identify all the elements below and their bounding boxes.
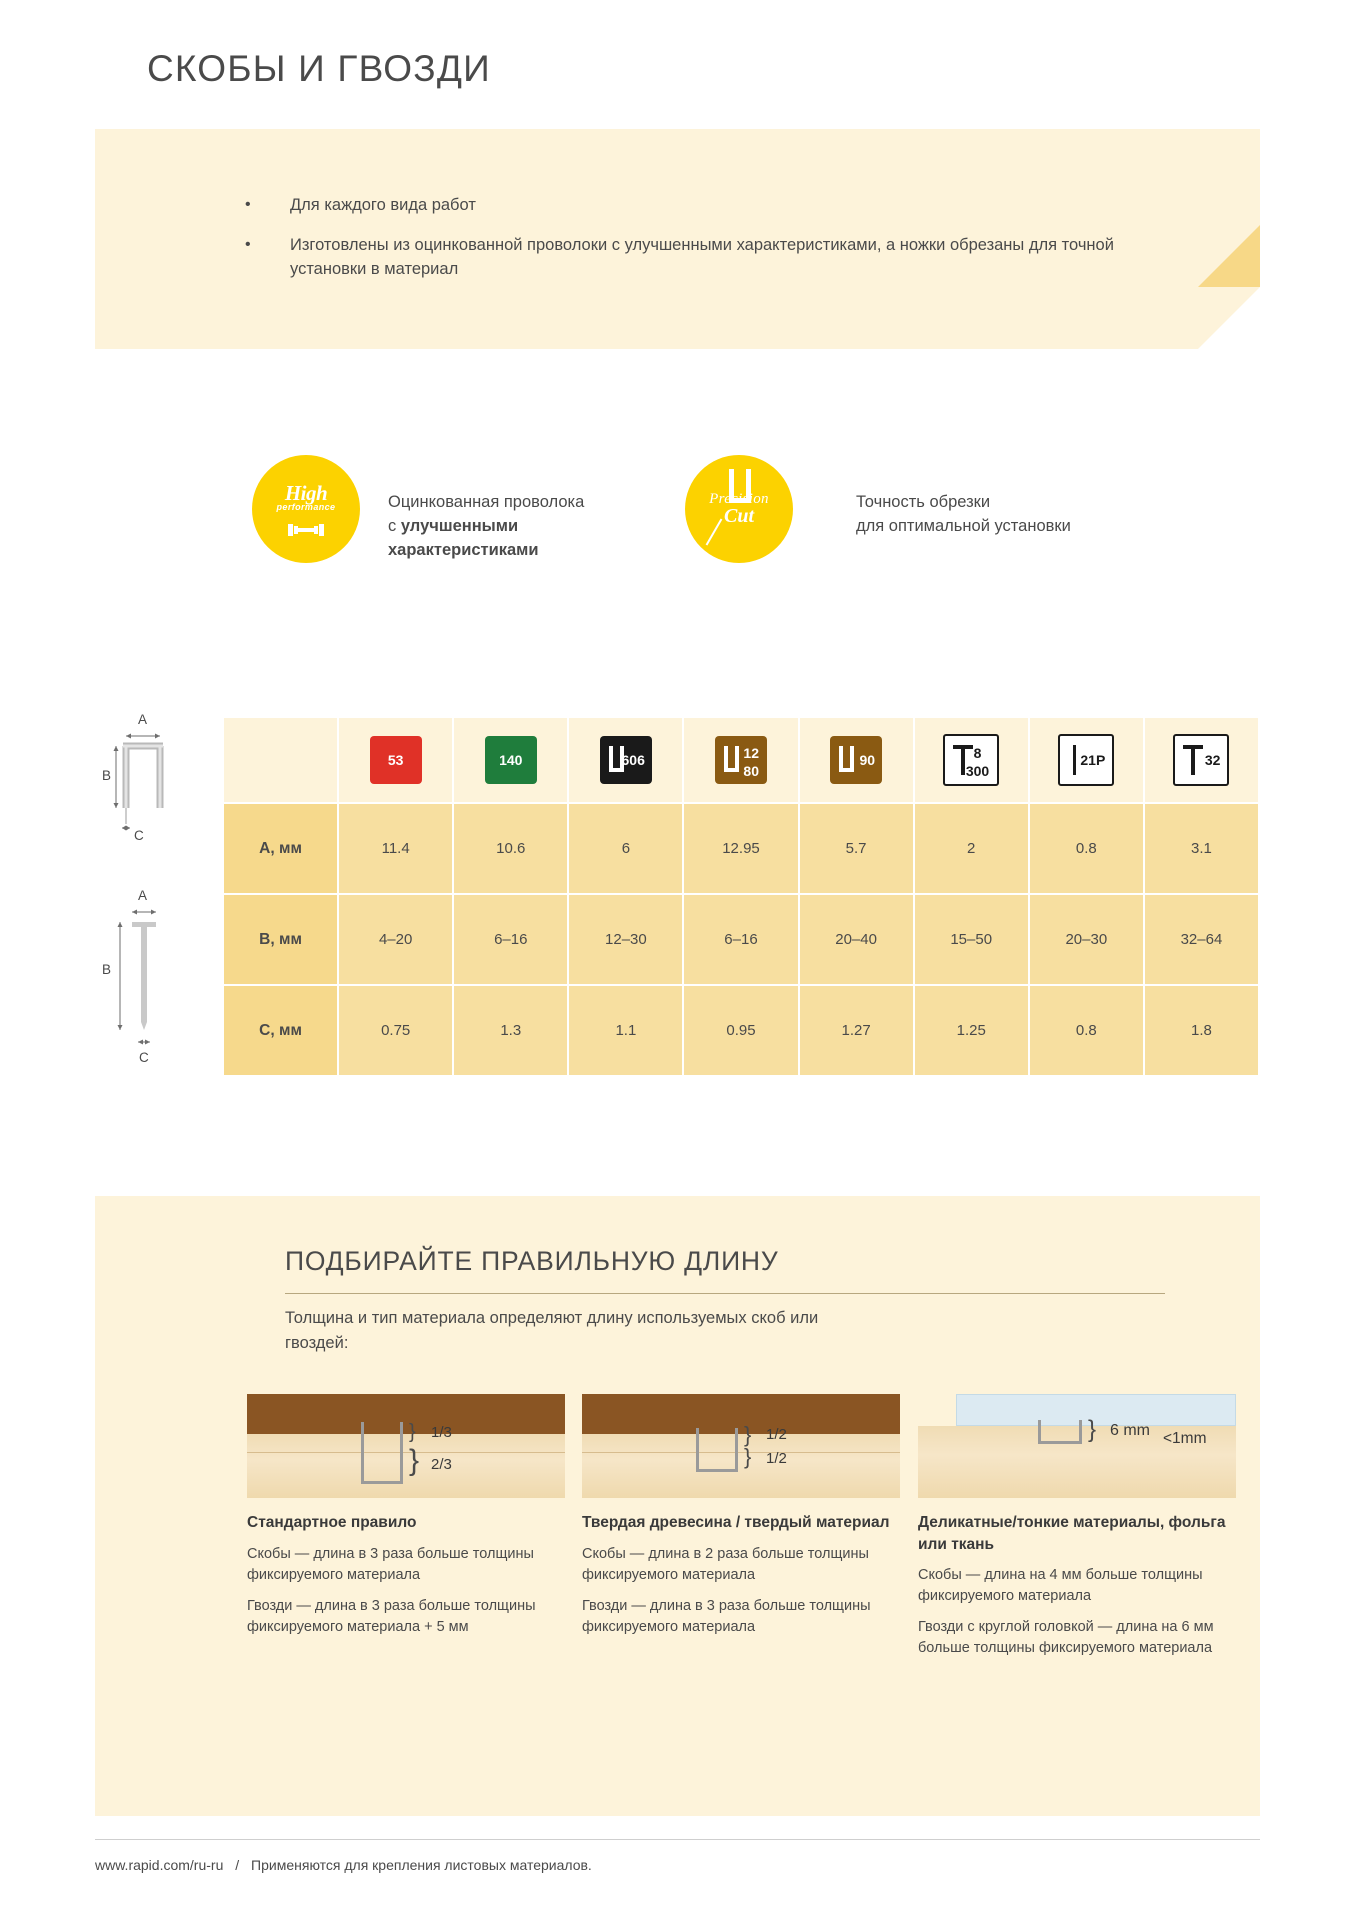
fraction-bottom: 1/2 [766,1450,787,1467]
staple-illustration [361,1422,403,1484]
chip-606-icon [600,736,652,784]
spec-cell-c-90: 1.27 [799,985,914,1076]
column-2-paragraph-1: Скобы — длина в 2 раза больше толщины фиксируемого материала [582,1545,869,1583]
staple-illustration [696,1428,738,1472]
fraction-bottom: 2/3 [431,1456,452,1473]
feature-badges [0,455,1357,585]
brace-icon: } [409,1444,420,1477]
spec-cell-a-21p: 0.8 [1029,803,1144,894]
spec-cell-c-140: 1.3 [453,985,568,1076]
footer-url[interactable]: www.rapid.com/ru-ru [95,1857,224,1873]
spec-cell-c-32: 1.8 [1144,985,1259,1076]
chip-21p-code: 21P [1080,752,1106,768]
length-guide-column-1 [247,1394,587,1638]
chip-8-300-code-bottom: 300 [965,762,990,779]
spec-cell-b-606: 12–30 [568,894,683,985]
chip-8-300-code [966,745,989,780]
column-1-paragraph-2: Гвозди — длина в 3 раза больше толщины фиксируемого материала + 5 мм [247,1597,536,1635]
spec-col-header-140 [453,717,568,803]
column-2-heading: Твердая древесина / твердый материал [582,1514,890,1531]
nail-label-b: B [102,962,112,977]
material-layer-bottom [247,1434,565,1498]
intro-bullet-list [245,194,1165,298]
spec-col-header-12-80 [683,717,798,803]
high-performance-badge [252,455,360,563]
column-3-paragraph-2: Гвозди с круглой головкой — длина на 6 мм больше толщины фиксируемого материала [918,1619,1214,1657]
spec-col-header-606 [568,717,683,803]
spec-table-corner-cell [223,717,338,803]
spec-table [222,716,1260,1077]
spec-table-wrap [222,716,1260,1077]
high-performance-label [388,491,648,563]
fraction-top: 1/3 [431,1424,452,1441]
staple-label-a: A [138,712,148,727]
illustration-standard-rule [247,1394,565,1498]
chip-53-icon [370,736,422,784]
chip-606-code: 606 [621,752,645,768]
column-1-paragraph-1: Скобы — длина в 3 раза больше толщины фиксируемого материала [247,1545,534,1583]
spec-cell-b-53: 4–20 [338,894,453,985]
nail-label-a: A [138,888,148,903]
length-guide-title: ПОДБИРАЙТЕ ПРАВИЛЬНУЮ ДЛИНУ [285,1246,779,1276]
intro-corner-fold-shadow [1198,225,1260,287]
chip-21p-icon [1058,734,1114,786]
column-2-paragraph-2: Гвозди — длина в 3 раза больше толщины фиксируемого материала [582,1597,871,1635]
precision-cut-badge-line2: Cut [723,505,755,527]
spec-cell-c-606: 1.1 [568,985,683,1076]
spec-cell-a-53: 11.4 [338,803,453,894]
spec-table-row-c [223,985,1259,1076]
intro-bullet-1: • Для каждого вида работ [245,194,1165,218]
staple-dimension-diagram [102,712,207,891]
intro-band [95,129,1260,349]
chip-8-300-icon [943,734,999,786]
spec-table-row-a [223,803,1259,894]
spec-cell-b-8-300: 15–50 [914,894,1029,985]
spec-cell-c-8-300: 1.25 [914,985,1029,1076]
chip-32-code: 32 [1204,752,1221,768]
thin-material-thickness-label: <1mm [1163,1430,1207,1447]
staple-glyph-icon [724,746,739,772]
spec-col-header-8-300 [914,717,1029,803]
spec-col-header-53 [338,717,453,803]
material-layer-top [582,1394,900,1434]
chip-12-80-code-bottom: 80 [743,762,759,779]
chip-140-icon [485,736,537,784]
spec-col-header-90 [799,717,914,803]
staple-illustration [1038,1420,1082,1444]
spec-cell-a-90: 5.7 [799,803,914,894]
brace-icon: } [409,1421,416,1443]
fraction-top: 1/2 [766,1426,787,1443]
pin-glyph-icon [1073,745,1076,775]
footer-separator: / [235,1857,240,1873]
chip-140-code: 140 [499,752,523,768]
spec-cell-b-32: 32–64 [1144,894,1259,985]
column-3-paragraph-1: Скобы — длина на 4 мм больше толщины фиксируемого материала [918,1567,1203,1605]
spec-cell-a-8-300: 2 [914,803,1029,894]
spec-cell-b-12-80: 6–16 [683,894,798,985]
spec-cell-a-12-80: 12.95 [683,803,798,894]
spec-row-label-b: B, мм [223,894,338,985]
precision-cut-label-sub: для оптимальной установки [856,516,1071,535]
spec-table-header-row [223,717,1259,803]
length-guide-column-3 [918,1394,1258,1659]
spec-cell-c-21p: 0.8 [1029,985,1144,1076]
staple-label-c: C [134,828,144,843]
spec-cell-b-21p: 20–30 [1029,894,1144,985]
precision-cut-badge-line1: Precision [709,491,769,507]
material-layer-bottom [582,1434,900,1498]
intro-bullet-2: • Изготовлены из оцинкованной проволоки с улучшенными характеристиками, а ножки обрезаны для точной установки в материал [245,234,1165,282]
spec-table-row-b [223,894,1259,985]
precision-cut-label [856,491,1156,539]
spec-cell-b-140: 6–16 [453,894,568,985]
spec-cell-a-32: 3.1 [1144,803,1259,894]
high-performance-label-plain: Оцинкованная проволока [388,493,585,511]
chip-12-80-code-top: 12 [743,745,759,761]
length-guide-subtitle: Толщина и тип материала определяют длину используемых скоб или гвоздей: [285,1309,819,1352]
length-guide-divider [285,1293,1165,1294]
spec-col-header-32 [1144,717,1259,803]
chip-12-80-icon [715,736,767,784]
nail-dimension-diagram [102,888,207,1075]
footer-note: Применяются для крепления листовых материалов. [251,1857,592,1873]
high-performance-label-prefix: с [388,516,401,535]
staple-label-b: B [102,768,112,783]
column-1-heading: Стандартное правило [247,1514,417,1531]
spec-col-header-21p [1029,717,1144,803]
length-guide-column-2 [582,1394,922,1638]
brace-icon: } [744,1444,752,1469]
dumbbell-icon [252,519,360,544]
chip-8-300-code-top: 8 [973,745,982,761]
spec-row-label-a: A, мм [223,803,338,894]
illustration-hardwood [582,1394,900,1498]
brace-icon: } [744,1422,752,1447]
column-3-heading: Деликатные/тонкие материалы, фольга или ткань [918,1514,1226,1553]
measure-label: 6 mm [1110,1422,1150,1439]
high-performance-badge-line2: performance [276,502,336,512]
nail-glyph-icon [1183,745,1203,775]
footer-content [95,1857,592,1873]
high-performance-label-bold: улучшенными характеристиками [388,516,539,559]
spec-cell-a-606: 6 [568,803,683,894]
length-guide-panel [95,1196,1260,1816]
brace-icon: } [1088,1416,1097,1443]
staple-glyph-icon [839,746,854,772]
chip-12-80-code [743,745,759,780]
chip-90-code: 90 [859,752,876,768]
chip-53-code: 53 [387,752,404,768]
spec-cell-c-12-80: 0.95 [683,985,798,1076]
footer-divider [95,1839,1260,1840]
chip-90-icon [830,736,882,784]
page-title: СКОБЫ И ГВОЗДИ [147,48,491,89]
precision-cut-label-title: Точность обрезки [856,493,991,511]
intro-corner-fold [1198,287,1260,349]
nail-label-c: C [139,1050,149,1065]
chip-32-icon [1173,734,1229,786]
spec-cell-a-140: 10.6 [453,803,568,894]
precision-cut-badge [685,455,793,563]
spec-cell-c-53: 0.75 [338,985,453,1076]
spec-cell-b-90: 20–40 [799,894,914,985]
spec-row-label-c: C, мм [223,985,338,1076]
high-performance-badge-line1: High [284,481,328,505]
material-layer-top [247,1394,565,1434]
